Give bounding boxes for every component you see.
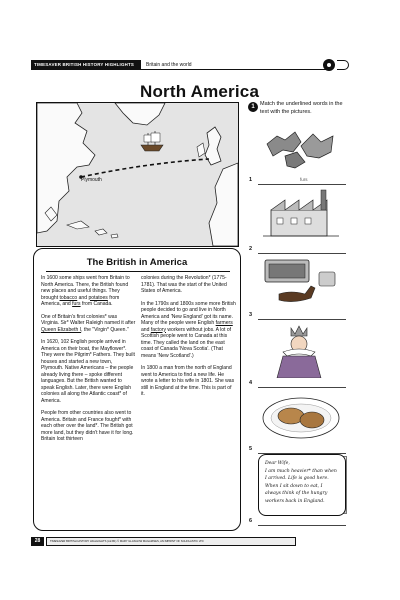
article-title: The British in America — [86, 257, 188, 268]
article-column-left — [41, 275, 136, 449]
answer-number: 3 — [249, 312, 253, 318]
answer-number: 6 — [249, 518, 253, 524]
queen-picture — [261, 322, 341, 378]
plymouth-label: Plymouth — [81, 177, 102, 183]
task-instruction: Match the underlined words in the text with the pictures. — [260, 101, 343, 115]
article-column-right — [141, 275, 236, 404]
atlantic-map — [36, 102, 239, 247]
footer-copyright: TIMESAVER BRITISH HISTORY HIGHLIGHTS (A2-B1) © MARY GLASGOW MAGAZINES, AN IMPRINT OF SCHOLASTIC LTD — [46, 537, 296, 546]
letter-line: I am much heavier* than when — [265, 468, 337, 474]
paragraph: In the 1790s and 1800s some more British people decided to go and live in North America and 'New England' got its name. Many of the people were English farmers and factory workers without jobs. A lot of Scottish people went to Canada at this time. They called the land on the east coast of Canada 'Nova Scotia'. (That means 'New Scotland'.) — [141, 300, 236, 359]
letter-note — [258, 454, 346, 516]
answer-number: 1 — [249, 177, 253, 183]
answer-number: 2 — [249, 246, 253, 252]
letter-line: workers back in England. — [265, 498, 325, 504]
paragraph: In 1800 a man from the north of England went to America to find a new life. He wrote a letter to his wife in 1801. She was still in England at the time. This is part of it. — [141, 365, 235, 397]
section-label: Britain and the world — [146, 62, 192, 68]
factory-picture — [261, 188, 341, 242]
answer-number: 5 — [249, 446, 253, 452]
page-title: North America — [140, 82, 260, 101]
paragraph: One of Britain's first colonies* was Virginia. Sir* Walter Raleigh named it after Queen Elizabeth I, the "Virgin* Queen." — [41, 313, 136, 333]
article-rule — [46, 271, 230, 272]
page-number: 28 — [31, 537, 44, 546]
answer-line[interactable] — [258, 319, 346, 320]
answer-line[interactable] — [258, 253, 346, 254]
furs-picture — [261, 122, 341, 174]
paragraph: In 1620, 102 English people arrived in America on their boat, the Mayflower*. They were the Pilgrim* Fathers. They built houses and started a new town, Plymouth. Native Americans – the people already living there – spoke different languages. But the British wanted to speak English. Later, there were English colonies all along the Atlantic coast* of America. — [41, 339, 135, 404]
paragraph: In 1600 some ships went from Britain to North America. There, the British found new places and useful things. They brought tobacco and potatoes from America, and furs from Canada. — [41, 275, 130, 307]
letter-line: always think of the hungry — [265, 491, 328, 496]
paragraph: People from other countries also went to America. Britain and France fought* with each other over the land*. The British got more land, but they didn't have it for long. Britain lost thirteen — [41, 410, 134, 442]
header-rule — [31, 69, 331, 70]
letter-line: Dear Wife, — [265, 461, 290, 466]
potatoes-picture — [261, 390, 341, 442]
letter-line: I arrived. Life is good here. — [265, 476, 329, 481]
tobacco-picture — [261, 256, 341, 310]
paragraph: colonies during the Revolution* (1775-1781). That was the start of the United States of America. — [141, 275, 227, 294]
footer — [31, 537, 351, 546]
series-tag: TIMESAVER BRITISH HISTORY HIGHLIGHTS — [31, 60, 141, 69]
header-end-cap — [337, 60, 349, 70]
answer-line[interactable] — [258, 525, 346, 526]
answer-line[interactable] — [258, 387, 346, 388]
furs-caption: furs — [300, 177, 308, 182]
task-number-badge: 1 — [248, 102, 258, 112]
answer-line[interactable] — [258, 184, 346, 185]
header-dot-icon — [323, 59, 335, 71]
article-box — [33, 248, 241, 531]
letter-line: When I sit down to eat, I — [265, 483, 323, 489]
answer-number: 4 — [249, 380, 253, 386]
